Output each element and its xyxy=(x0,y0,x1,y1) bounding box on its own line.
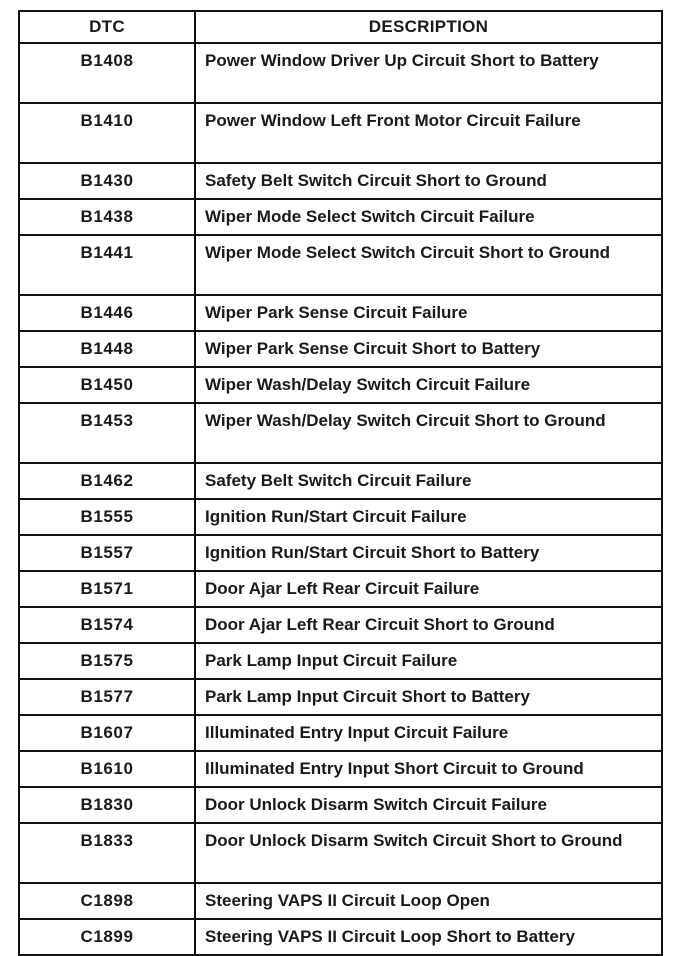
dtc-code: B1574 xyxy=(19,607,195,643)
table-row xyxy=(19,367,662,403)
dtc-description: Power Window Driver Up Circuit Short to Battery xyxy=(195,43,662,103)
dtc-description: Power Window Left Front Motor Circuit Failure xyxy=(195,103,662,163)
dtc-description: Ignition Run/Start Circuit Short to Battery xyxy=(195,535,662,571)
dtc-code: B1438 xyxy=(19,199,195,235)
table-row xyxy=(19,535,662,571)
table-row xyxy=(19,751,662,787)
table-row xyxy=(19,571,662,607)
table-row xyxy=(19,883,662,919)
dtc-table xyxy=(18,10,663,956)
table-row xyxy=(19,607,662,643)
dtc-description: Wiper Park Sense Circuit Short to Battery xyxy=(195,331,662,367)
dtc-description: Safety Belt Switch Circuit Failure xyxy=(195,463,662,499)
dtc-code: B1575 xyxy=(19,643,195,679)
dtc-description: Wiper Wash/Delay Switch Circuit Short to Ground xyxy=(195,403,662,463)
dtc-code: B1607 xyxy=(19,715,195,751)
dtc-code: B1571 xyxy=(19,571,195,607)
dtc-code: B1441 xyxy=(19,235,195,295)
dtc-description: Door Ajar Left Rear Circuit Failure xyxy=(195,571,662,607)
dtc-code: B1453 xyxy=(19,403,195,463)
table-row xyxy=(19,787,662,823)
table-row xyxy=(19,163,662,199)
table-row xyxy=(19,919,662,955)
table-row xyxy=(19,235,662,295)
dtc-description: Safety Belt Switch Circuit Short to Ground xyxy=(195,163,662,199)
table-row xyxy=(19,403,662,463)
dtc-code: B1448 xyxy=(19,331,195,367)
dtc-code: B1610 xyxy=(19,751,195,787)
dtc-code: B1833 xyxy=(19,823,195,883)
dtc-code: B1410 xyxy=(19,103,195,163)
table-row xyxy=(19,43,662,103)
table-row xyxy=(19,679,662,715)
table-row xyxy=(19,499,662,535)
header-row xyxy=(19,11,662,43)
dtc-description: Wiper Mode Select Switch Circuit Failure xyxy=(195,199,662,235)
dtc-description: Wiper Park Sense Circuit Failure xyxy=(195,295,662,331)
dtc-code: B1830 xyxy=(19,787,195,823)
dtc-description: Steering VAPS II Circuit Loop Short to Battery xyxy=(195,919,662,955)
dtc-code: B1408 xyxy=(19,43,195,103)
dtc-description: Door Unlock Disarm Switch Circuit Short to Ground xyxy=(195,823,662,883)
table-row xyxy=(19,823,662,883)
table-row xyxy=(19,295,662,331)
dtc-description: Illuminated Entry Input Short Circuit to Ground xyxy=(195,751,662,787)
dtc-description: Park Lamp Input Circuit Failure xyxy=(195,643,662,679)
dtc-code: B1557 xyxy=(19,535,195,571)
table-row xyxy=(19,463,662,499)
dtc-code: B1577 xyxy=(19,679,195,715)
header-dtc: DTC xyxy=(19,11,195,43)
dtc-code: B1446 xyxy=(19,295,195,331)
dtc-description: Wiper Mode Select Switch Circuit Short to Ground xyxy=(195,235,662,295)
header-description: DESCRIPTION xyxy=(195,11,662,43)
table-row xyxy=(19,643,662,679)
dtc-description: Door Ajar Left Rear Circuit Short to Ground xyxy=(195,607,662,643)
dtc-description: Park Lamp Input Circuit Short to Battery xyxy=(195,679,662,715)
dtc-description: Illuminated Entry Input Circuit Failure xyxy=(195,715,662,751)
dtc-description: Door Unlock Disarm Switch Circuit Failure xyxy=(195,787,662,823)
dtc-code: B1555 xyxy=(19,499,195,535)
dtc-code: C1899 xyxy=(19,919,195,955)
table-row xyxy=(19,103,662,163)
table-row xyxy=(19,715,662,751)
dtc-code: C1898 xyxy=(19,883,195,919)
table-row xyxy=(19,331,662,367)
dtc-code: B1462 xyxy=(19,463,195,499)
dtc-description: Wiper Wash/Delay Switch Circuit Failure xyxy=(195,367,662,403)
dtc-code: B1430 xyxy=(19,163,195,199)
dtc-description: Ignition Run/Start Circuit Failure xyxy=(195,499,662,535)
dtc-description: Steering VAPS II Circuit Loop Open xyxy=(195,883,662,919)
table-row xyxy=(19,199,662,235)
dtc-code: B1450 xyxy=(19,367,195,403)
